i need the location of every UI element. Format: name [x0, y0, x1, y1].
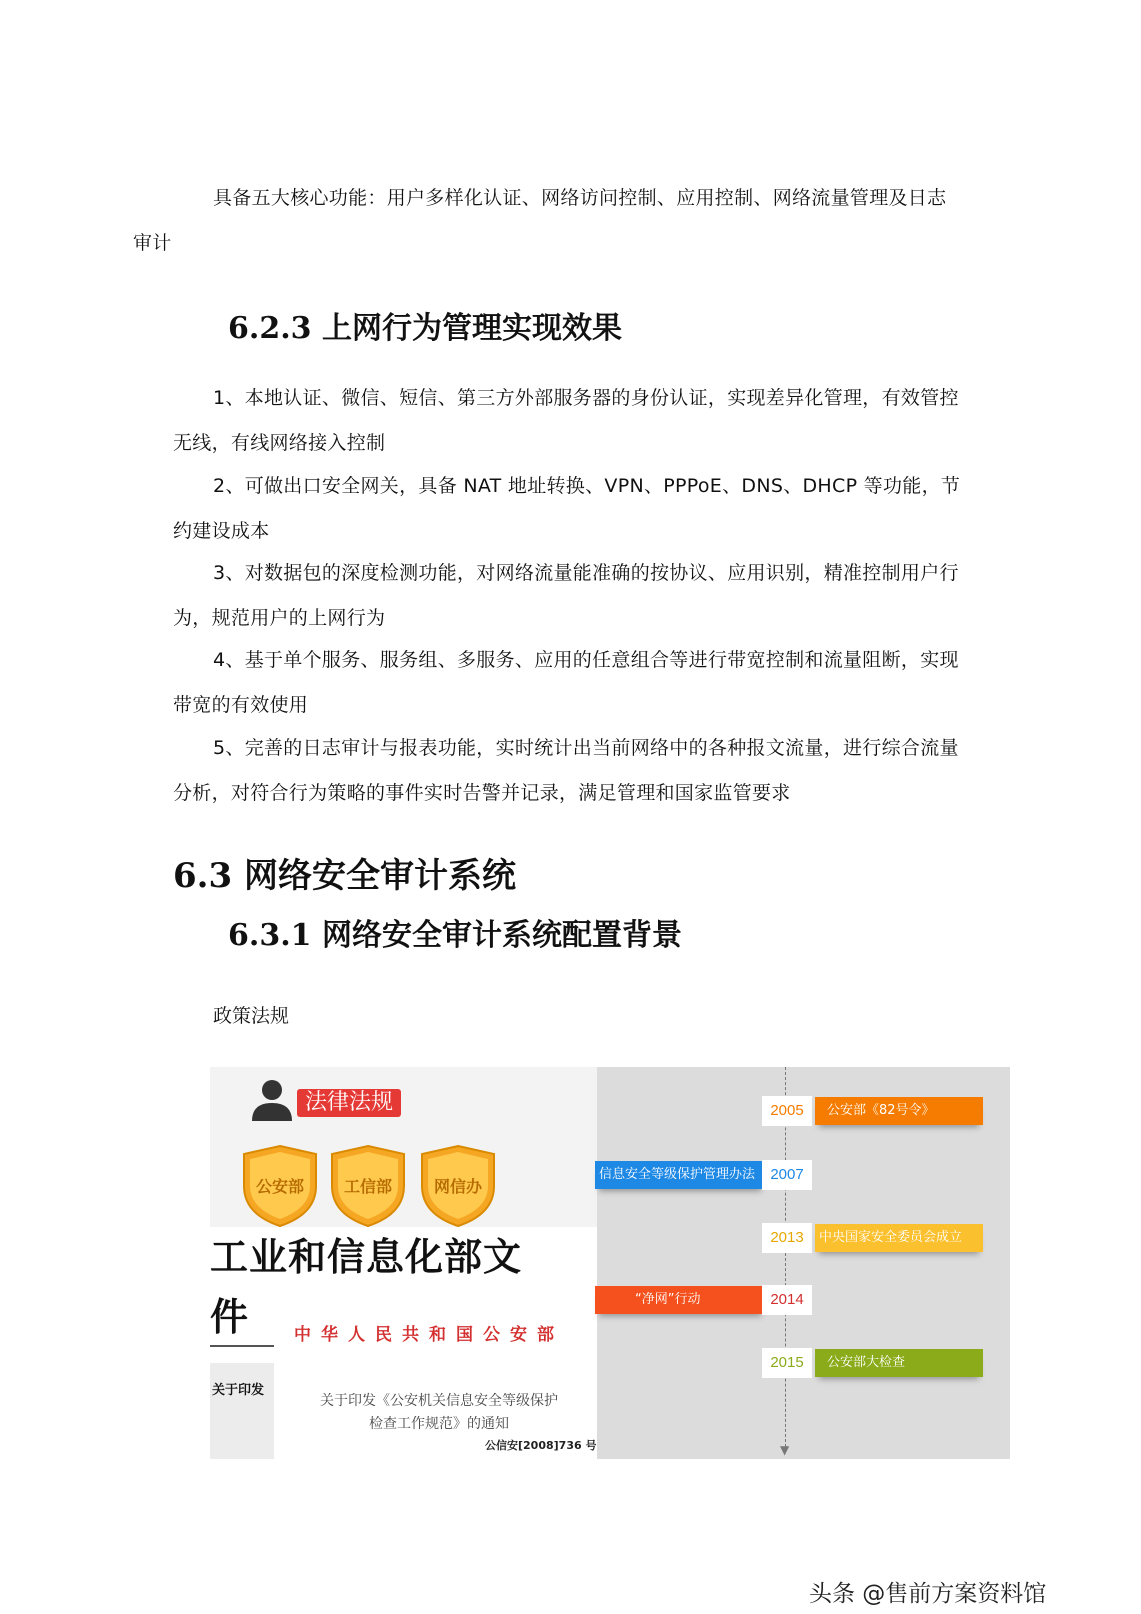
timeline-year: 2005 — [762, 1096, 812, 1126]
document-title: 工业和信息化部文件 — [210, 1227, 538, 1287]
effect-item-5: 5、完善的日志审计与报表功能，实时统计出当前网络中的各种报文流量，进行综合流量分析，对符合行为策略的事件实时告警并记录，满足管理和国家监管要求 — [173, 737, 959, 804]
timeline-event: 公安部大检查 — [815, 1349, 983, 1377]
intro-line-2: 审计 — [133, 232, 172, 254]
timeline-year: 2007 — [762, 1160, 812, 1190]
watermark: 头条 @售前方案资料馆 — [809, 1581, 1047, 1607]
notice-line-1: 关于印发《公安机关信息安全等级保护 — [320, 1393, 558, 1409]
effect-item-2: 2、可做出口安全网关，具备 NAT 地址转换、VPN、PPPoE、DNS、DHCP 等功能，节约建设成本 — [173, 475, 961, 542]
law-badge: 法律法规 — [297, 1089, 401, 1117]
heading-6-3: 6.3 网络安全审计系统 — [173, 856, 516, 896]
timeline-arrow-icon: ▼ — [780, 1443, 790, 1457]
shield-cyberspace-office — [418, 1144, 498, 1228]
timeline-year: 2013 — [762, 1223, 812, 1253]
intro-line-1: 具备五大核心功能：用户多样化认证、网络访问控制、应用控制、网络流量管理及日志 — [213, 187, 947, 209]
intro-paragraph — [133, 176, 973, 266]
divider — [210, 1345, 274, 1347]
effect-item-3: 3、对数据包的深度检测功能，对网络流量能准确的按协议、应用识别，精准控制用户行为，规范用户的上网行为 — [173, 562, 959, 629]
timeline-event: 公安部《82号令》 — [815, 1097, 983, 1125]
figure-left-panel — [210, 1067, 597, 1459]
notice-line-2: 检查工作规范》的通知 — [369, 1416, 509, 1432]
about-print-text: 关于印发 — [212, 1383, 265, 1398]
timeline-event: 中央国家安全委员会成立 — [815, 1224, 983, 1252]
document-number: 公信安[2008]736 号 — [485, 1439, 597, 1452]
gray-block — [210, 1363, 274, 1459]
effect-item-4: 4、基于单个服务、服务组、多服务、应用的任意组合等进行带宽控制和流量阻断，实现带宽的有效使用 — [173, 649, 959, 716]
person-icon — [250, 1077, 294, 1121]
shield-label: 网信办 — [433, 1177, 482, 1196]
heading-6-2-3: 6.2.3 上网行为管理实现效果 — [228, 311, 622, 346]
timeline-event: 信息安全等级保护管理办法 — [595, 1161, 765, 1189]
timeline-event: “净网”行动 — [595, 1286, 765, 1314]
shield-label: 工信部 — [343, 1177, 392, 1196]
shield-label: 公安部 — [255, 1177, 304, 1196]
timeline-year: 2015 — [762, 1348, 812, 1378]
notice-text — [294, 1390, 584, 1436]
heading-6-3-1: 6.3.1 网络安全审计系统配置背景 — [228, 918, 682, 953]
prc-ministry-header: 中华人民共和国公安部 — [294, 1325, 564, 1345]
policy-figure — [210, 1067, 1010, 1459]
policy-label: 政策法规 — [213, 1005, 290, 1027]
effect-item-1: 1、本地认证、微信、短信、第三方外部服务器的身份认证，实现差异化管理，有效管控无线，有线网络接入控制 — [173, 387, 959, 454]
timeline-year: 2014 — [762, 1285, 812, 1315]
shield-ministry-industry — [328, 1144, 408, 1228]
shield-ministry-public-security — [240, 1144, 320, 1228]
